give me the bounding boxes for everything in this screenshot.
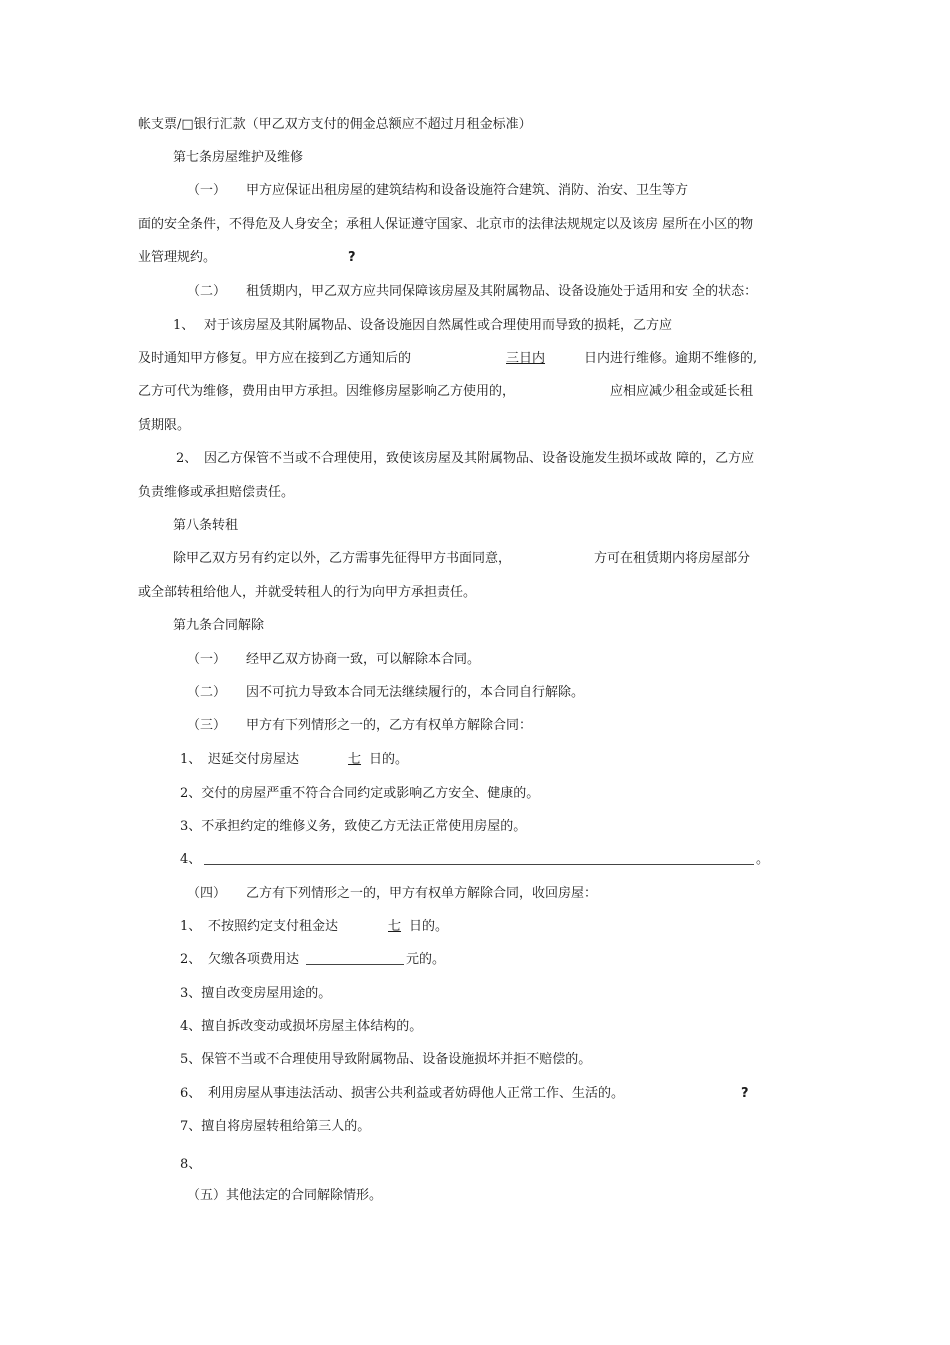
c1-number: 1、 <box>180 919 202 934</box>
c2-text-a: 欠缴各项费用达 <box>208 952 300 967</box>
c2-number: 2、 <box>180 952 202 967</box>
article-8-text-b: 方可在租赁期内将房屋部分 <box>594 551 751 566</box>
clause-9-2-text: 因不可抗力导致本合同无法继续履行的，本合同自行解除。 <box>246 685 585 700</box>
c5-text: 5、保管不当或不合理使用导致附属物品、设备设施损坏并拒不赔偿的。 <box>180 1052 592 1067</box>
clause-9-1-number: （一） <box>187 652 227 667</box>
item-1-cont2-b: 应相应减少租金或延长租 <box>610 384 754 399</box>
clause-7-1-number: （一） <box>187 183 227 198</box>
repair-days-value: 三日内 <box>506 351 546 366</box>
b1-number: 1、 <box>180 752 202 767</box>
b4-end: 。 <box>756 852 770 867</box>
item-1-cont2-a: 乙方可代为维修，费用由甲方承担。因维修房屋影响乙方使用的， <box>138 384 516 399</box>
b3-text: 3、不承担约定的维修义务，致使乙方无法正常使用房屋的。 <box>180 819 527 834</box>
c7-text: 7、擅自将房屋转租给第三人的。 <box>180 1119 371 1134</box>
c2-blank-line <box>306 964 404 965</box>
article-7-title: 第七条房屋维护及维修 <box>173 150 304 165</box>
b1-text-a: 迟延交付房屋达 <box>208 752 300 767</box>
b4-number: 4、 <box>180 852 202 867</box>
clause-7-1-continuation-2: 业管理规约。 <box>138 250 217 265</box>
clause-7-1-continuation: 面的安全条件，不得危及人身安全；承租人保证遵守国家、北京市的法律法规规定以及该房 屋所在小区的物 <box>138 217 754 232</box>
b2-text: 2、交付的房屋严重不符合合同约定或影响乙方安全、健康的。 <box>180 786 540 801</box>
article-9-title: 第九条合同解除 <box>173 618 265 633</box>
c1-text-c: 日的。 <box>409 919 449 934</box>
question-mark-2: ? <box>741 1086 749 1101</box>
item-2-text: 因乙方保管不当或不合理使用，致使该房屋及其附属物品、设备设施发生损坏或故 障的，乙方应 <box>204 451 755 466</box>
clause-9-3-number: （三） <box>187 718 227 733</box>
b1-text-c: 日的。 <box>369 752 409 767</box>
article-8-title: 第八条转租 <box>173 518 239 533</box>
item-1-cont-c: 日内进行维修。逾期不维修的, <box>584 351 758 366</box>
c6-text: 利用房屋从事违法活动、损害公共利益或者妨碍他人正常工作、生活的。 <box>208 1086 625 1101</box>
clause-9-1-text: 经甲乙双方协商一致，可以解除本合同。 <box>246 652 481 667</box>
c4-text: 4、擅自拆改变动或损坏房屋主体结构的。 <box>180 1019 423 1034</box>
item-2-number: 2、 <box>176 451 198 466</box>
item-1-cont3: 赁期限。 <box>138 418 191 433</box>
clause-7-2-text: 租赁期内，甲乙双方应共同保障该房屋及其附属物品、设备设施处于适用和安 全的状态： <box>246 284 758 299</box>
clause-9-5-text: （五）其他法定的合同解除情形。 <box>187 1188 383 1203</box>
article-8-cont: 或全部转租给他人，并就受转租人的行为向甲方承担责任。 <box>138 585 477 600</box>
clause-9-2-number: （二） <box>187 685 227 700</box>
item-1-cont-a: 及时通知甲方修复。甲方应在接到乙方通知后的 <box>138 351 412 366</box>
b4-blank-line <box>204 864 754 865</box>
clause-7-2-number: （二） <box>187 284 227 299</box>
c1-text-a: 不按照约定支付租金达 <box>208 919 339 934</box>
c2-text-c: 元的。 <box>406 952 446 967</box>
clause-9-3-text: 甲方有下列情形之一的，乙方有权单方解除合同： <box>246 718 533 733</box>
rent-overdue-days-value: 七 <box>388 919 402 934</box>
item-2-cont: 负责维修或承担赔偿责任。 <box>138 485 295 500</box>
clause-9-4-text: 乙方有下列情形之一的，甲方有权单方解除合同，收回房屋： <box>246 886 598 901</box>
clause-9-4-number: （四） <box>187 886 227 901</box>
c8-text: 8、 <box>180 1157 202 1172</box>
c6-number: 6、 <box>180 1086 202 1101</box>
c3-text: 3、擅自改变房屋用途的。 <box>180 986 332 1001</box>
item-1-number: 1、 <box>173 318 195 333</box>
payment-method-line: 帐支票/□银行汇款（甲乙双方支付的佣金总额应不超过月租金标准） <box>138 117 532 132</box>
question-mark: ? <box>348 250 356 265</box>
item-1-text: 对于该房屋及其附属物品、设备设施因自然属性或合理使用而导致的损耗，乙方应 <box>204 318 673 333</box>
article-8-text-a: 除甲乙双方另有约定以外，乙方需事先征得甲方书面同意， <box>173 551 512 566</box>
delay-days-value: 七 <box>348 752 362 767</box>
clause-7-1-text: 甲方应保证出租房屋的建筑结构和设备设施符合建筑、消防、治安、卫生等方 <box>246 183 689 198</box>
